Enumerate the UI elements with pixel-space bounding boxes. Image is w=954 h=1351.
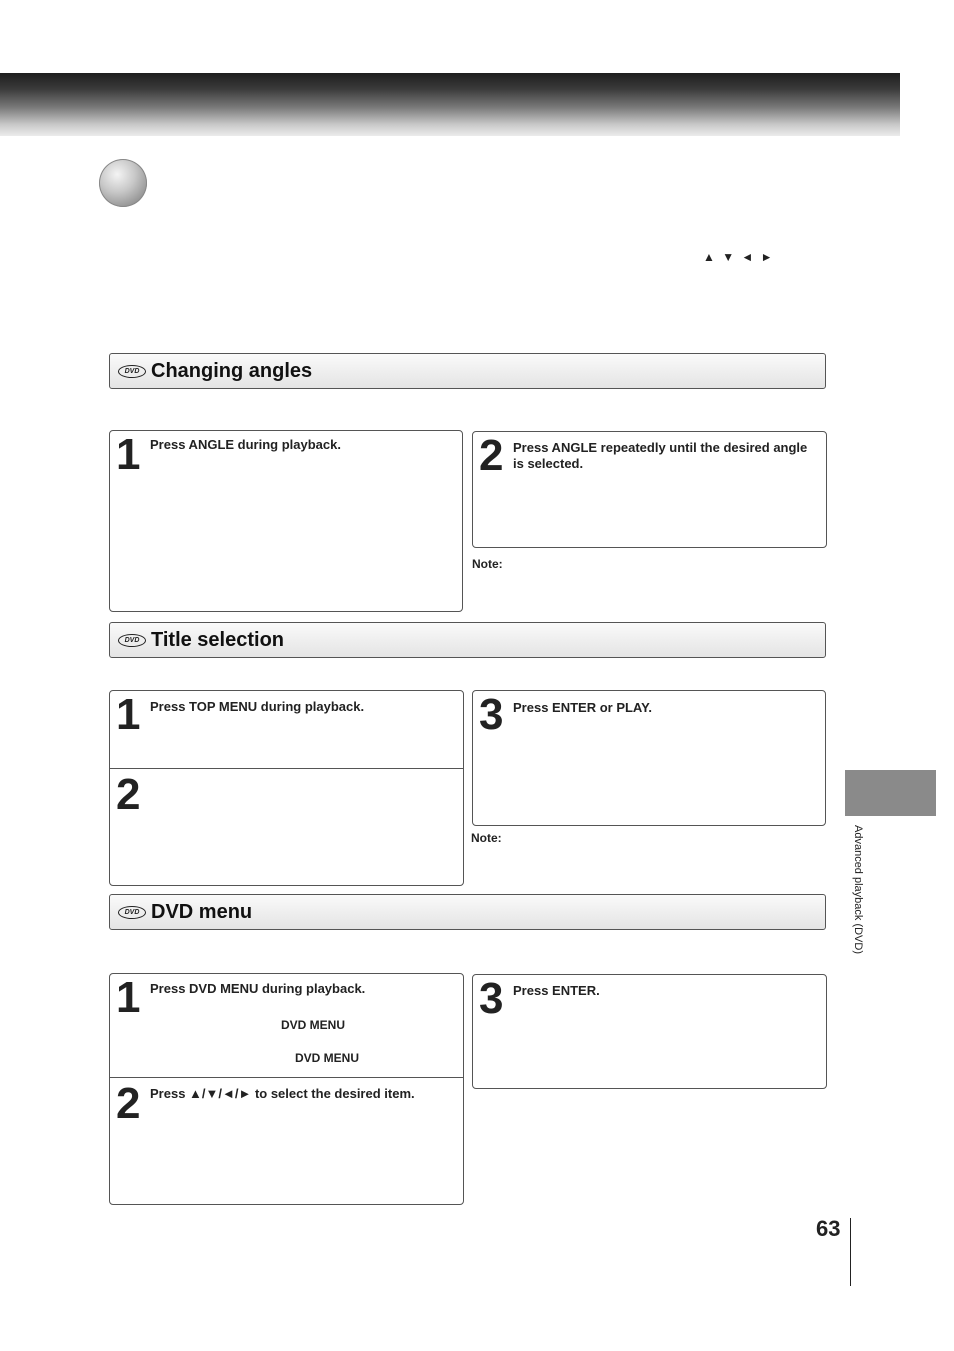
- chapter-ball-graphic: [99, 159, 147, 207]
- page-number: 63: [816, 1216, 841, 1241]
- arrow-buttons-icons: ▲ ▼ ◄ ►: [703, 250, 775, 264]
- step-text: Press ANGLE repeatedly until the desired angle is selected.: [513, 440, 808, 471]
- section-bar-dvd-menu: [109, 894, 826, 930]
- chapter-side-label: Advanced playback (DVD): [852, 825, 864, 955]
- step-box-title-3: [472, 690, 826, 826]
- step-box-menu-3: [472, 974, 827, 1089]
- dvd-logo-icon: DVD: [118, 634, 146, 647]
- step-box-menu-1-2: [109, 973, 464, 1205]
- note-label: Note:: [471, 831, 502, 845]
- step-text: Press ENTER.: [513, 983, 600, 998]
- step-box-angles-2: [472, 431, 827, 548]
- step-number: 3: [479, 974, 504, 1023]
- section-bar-changing-angles: [109, 353, 826, 389]
- section-bar-title-selection: [109, 622, 826, 658]
- divider: [110, 768, 463, 769]
- dvd-logo-icon: DVD: [118, 906, 146, 919]
- step-number: 1: [116, 430, 141, 479]
- dvd-logo-icon: DVD: [118, 365, 146, 378]
- header-band: [0, 73, 900, 136]
- step-number: 1: [116, 973, 141, 1022]
- step-text: Press ▲/▼/◄/► to select the desired item.: [150, 1086, 415, 1101]
- step-box-title-1-2: [109, 690, 464, 886]
- divider: [110, 1077, 463, 1078]
- step-number: 1: [116, 690, 141, 739]
- page-number-rule: [850, 1218, 851, 1286]
- step-number: 3: [479, 690, 504, 739]
- chapter-tab: [845, 770, 936, 816]
- dvd-menu-label: DVD MENU: [295, 1051, 360, 1065]
- dvd-menu-label: DVD MENU: [281, 1018, 346, 1032]
- step-number: 2: [116, 770, 141, 819]
- step-box-angles-1: [109, 430, 463, 612]
- section-title: Title selection: [151, 628, 285, 651]
- step-text: Press ANGLE during playback.: [150, 437, 341, 452]
- note-label: Note:: [472, 557, 503, 571]
- step-number: 2: [479, 431, 504, 480]
- step-text: Press DVD MENU during playback.: [150, 981, 366, 996]
- step-text: Press ENTER or PLAY.: [513, 700, 652, 715]
- step-text: Press TOP MENU during playback.: [150, 699, 365, 714]
- section-title: Changing angles: [151, 359, 313, 382]
- section-title: DVD menu: [151, 900, 253, 923]
- step-number: 2: [116, 1079, 141, 1128]
